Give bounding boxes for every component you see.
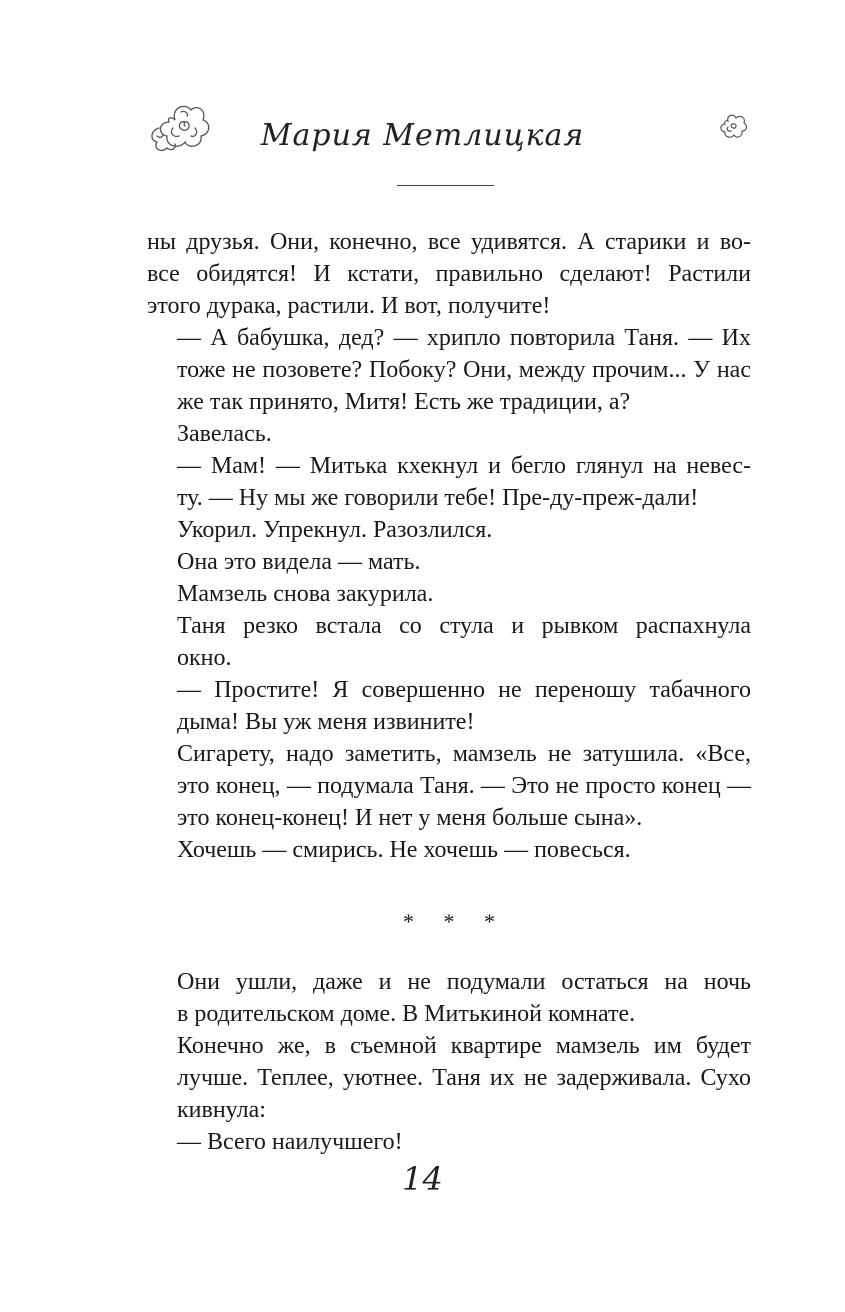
page-number: 14 <box>402 1160 443 1198</box>
section-separator: * * * <box>403 909 507 934</box>
paragraph <box>147 514 751 546</box>
header-rule <box>397 185 494 186</box>
paragraph <box>147 966 751 1030</box>
text-line: все обидятся! И кстати, правильно сделают! Растили <box>147 261 751 287</box>
text-line: Хочешь — смирись. Не хочешь — повесься. <box>177 837 631 863</box>
text-line: ту. — Ну мы же говорили тебе! Пре-ду-преж-дали! <box>177 485 699 511</box>
paragraph <box>147 610 751 674</box>
paragraph <box>147 738 751 834</box>
paragraph <box>147 322 751 418</box>
text-line: же так принято, Митя! Есть же традиции, а? <box>177 389 631 415</box>
text-line: Сигарету, надо заметить, мамзель не затушила. «Все, <box>177 741 751 767</box>
text-line: дыма! Вы уж меня извините! <box>177 709 475 735</box>
paragraph <box>147 674 751 738</box>
right-rose-ornament-icon <box>714 112 750 142</box>
running-header <box>0 90 845 200</box>
text-before-separator <box>147 226 751 866</box>
text-line: Укорил. Упрекнул. Разозлился. <box>177 517 493 543</box>
paragraph <box>147 1030 751 1126</box>
author-name: Мария Метлицкая <box>260 118 585 153</box>
text-line: Конечно же, в съемной квартире мамзель им будет <box>177 1033 751 1059</box>
text-after-separator <box>147 966 751 1158</box>
body-text <box>147 226 751 1158</box>
paragraph <box>147 546 751 578</box>
text-line: Таня резко встала со стула и рывком распахнула <box>177 613 751 639</box>
text-line: кивнула: <box>177 1097 266 1123</box>
text-line: этого дурака, растили. И вот, получите! <box>147 293 551 319</box>
paragraph <box>147 450 751 514</box>
text-line: — А бабушка, дед? — хрипло повторила Таня. — Их <box>177 325 751 351</box>
text-line: — Простите! Я совершенно не переношу табачного <box>177 677 751 703</box>
text-line: окно. <box>177 645 232 671</box>
text-line: это конец, — подумала Таня. — Это не просто конец — <box>177 773 751 799</box>
text-line: тоже не позовете? Побоку? Они, между прочим... У нас <box>177 357 751 383</box>
paragraph <box>147 1126 751 1158</box>
text-line: Она это видела — мать. <box>177 549 421 575</box>
text-line: Они ушли, даже и не подумали остаться на ночь <box>177 969 751 995</box>
paragraph <box>147 226 751 322</box>
text-line: лучше. Теплее, уютнее. Таня их не задерживала. Сухо <box>177 1065 751 1091</box>
paragraph <box>147 834 751 866</box>
text-line: в родительском доме. В Митькиной комнате. <box>177 1001 636 1027</box>
text-line: Мамзель снова закурила. <box>177 581 434 607</box>
text-line: — Мам! — Митька кхекнул и бегло глянул на невес- <box>177 453 751 479</box>
paragraph <box>147 418 751 450</box>
text-line: — Всего наилучшего! <box>177 1129 403 1155</box>
paragraph <box>147 578 751 610</box>
text-line: ны друзья. Они, конечно, все удивятся. А старики и во- <box>147 229 751 255</box>
text-line: это конец-конец! И нет у меня больше сына». <box>177 805 643 831</box>
text-line: Завелась. <box>177 421 272 447</box>
